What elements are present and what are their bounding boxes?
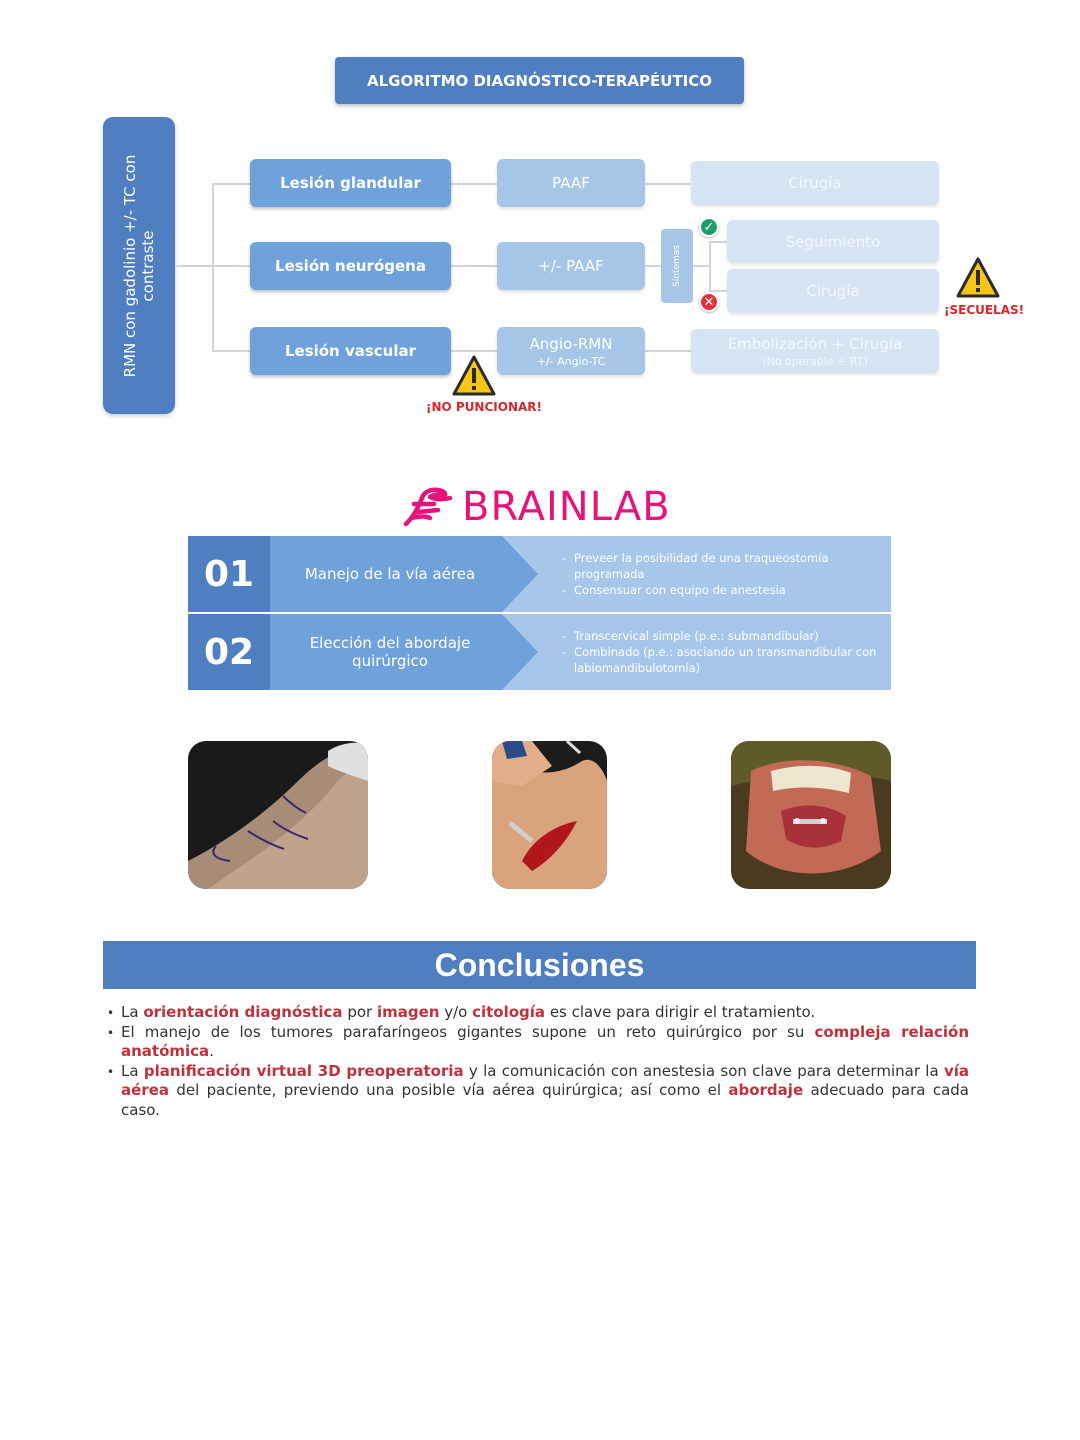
conclusions-title: Conclusiones [434,946,645,983]
lesion-neurogena-node [250,242,451,290]
cirugia-symptoms-node [727,269,939,313]
item-point: - Consensuar con equipo de anestesia [562,582,882,598]
item-points [562,614,882,690]
item-point: - Combinado (p.e.: asociando un transmandibular con labiomandibulotomía) [562,644,882,676]
conclusions-title-bar [103,941,976,989]
submandibular-incision-photo [492,741,607,889]
warning-icon [451,354,497,398]
brainlab-logo [400,482,690,532]
lesion-vascular-node [250,327,451,375]
cross-icon: ✕ [699,292,719,312]
conclusion-item: • La orientación diagnóstica por imagen y/o citología es clave para dirigir el tratamiento. [103,1003,969,1023]
treatment-cirugia-node [691,161,939,205]
connector [693,265,710,267]
item-point: - Transcervical simple (p.e.: submandibular) [562,628,882,644]
lesion-label: Lesión neurógena [275,257,426,275]
treatment-sublabel: (No operable + RT) [762,354,868,368]
connector [212,183,250,185]
connector [645,265,661,267]
item-number: 01 [188,536,270,612]
connector [175,265,213,267]
brainlab-item-01 [188,536,891,612]
symptoms-label: Síntomas [672,245,682,287]
item-points [562,536,882,612]
connector [212,183,214,351]
warning-icon [955,256,1001,300]
outcome-label: Cirugía [806,282,860,300]
no-puncionar-warning: ¡NO PUNCIONAR! [426,400,542,414]
item-title: Manejo de la vía aérea [304,565,476,583]
treatment-label: Cirugía [788,174,842,192]
connector [645,183,691,185]
secuelas-warning: ¡SECUELAS! [944,303,1025,317]
conclusion-item: • El manejo de los tumores parafaríngeos gigantes supone un reto quirúrgico por su compleja relación anatómica. [103,1023,969,1062]
brainlab-name: BRAINLAB [462,484,671,530]
connector [709,241,727,243]
connector [709,241,711,291]
item-title: Elección del abordaje quirúrgico [309,634,471,670]
symptoms-node [661,229,693,303]
treatment-label: Embolización + Cirugía [727,334,903,353]
connector [451,350,497,352]
mandibulotomy-photo [731,741,891,889]
connector [212,265,250,267]
connector [451,183,497,185]
lesion-label: Lesión glandular [280,174,421,192]
treatment-embolizacion-node [691,329,939,373]
conclusion-item: • La planificación virtual 3D preoperatoria y la comunicación con anestesia son clave para determinar la vía aérea del paciente, previendo una posible vía aérea quirúrgica; así como el abordaje adecuado para cada caso. [103,1062,969,1121]
test-paaf-node [497,159,645,207]
test-angio-node [497,327,645,375]
lesion-label: Lesión vascular [284,342,417,360]
connector [451,265,497,267]
check-icon: ✓ [699,217,719,237]
lesion-glandular-node [250,159,451,207]
brainlab-mark-icon [400,486,454,528]
imaging-label: RMN con gadolinio +/- TC con contraste [121,154,157,377]
brainlab-item-02 [188,614,891,690]
item-number: 02 [188,614,270,690]
connector [645,350,691,352]
algorithm-title: ALGORITMO DIAGNÓSTICO-TERAPÉUTICO [335,57,744,104]
test-sublabel: +/- Angio-TC [536,354,606,368]
outcome-label: Seguimiento [785,232,881,251]
conclusions-list [103,1003,969,1120]
test-label: PAAF [552,174,590,192]
test-paaf-optional-node [497,242,645,290]
test-label: +/- PAAF [538,257,604,275]
connector [212,350,250,352]
item-point: - Preveer la posibilidad de una traqueostomía programada [562,550,882,582]
surgical-markings-photo [188,741,368,889]
seguimiento-node [727,220,939,263]
imaging-node [103,117,175,414]
test-label: Angio-RMN [529,334,613,353]
